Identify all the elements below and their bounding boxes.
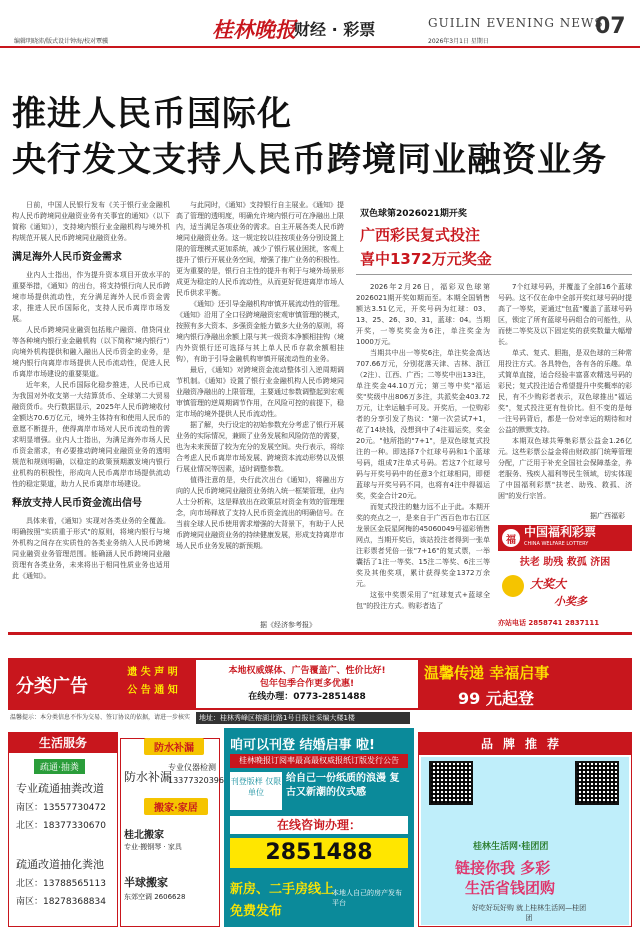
brand-ad-slogan1: 链接你我 多彩 <box>455 859 551 877</box>
welfare-brand-en: CHINA WELFARE LOTTERY <box>524 541 589 547</box>
qr-code-icon <box>575 761 619 805</box>
classified-info-box <box>196 660 418 708</box>
drain-service-title: 专业疏通抽粪改道 <box>16 782 104 795</box>
septic-phone-north[interactable]: 北区：13788565113 <box>16 879 106 889</box>
section-divider <box>8 632 632 635</box>
prize-star-icon <box>502 575 524 597</box>
wedding-ad-slogan: 给自己一份纸质的浪漫 复古又新潮的仪式感 <box>286 773 400 798</box>
section-name: 财经 · 彩票 <box>294 20 376 39</box>
housing-ad-desc: 本地人自己的房产发布平台 <box>332 889 402 907</box>
divider <box>356 274 632 275</box>
waterproof-phone[interactable]: 13377320396 <box>168 776 224 785</box>
welfare-bar <box>498 525 632 551</box>
housing-ad-title: 新房、二手房线上 <box>230 882 335 897</box>
welfare-slogan: 扶老 助残 救孤 济困 <box>519 557 611 568</box>
paragraph: 本期双色球共筹集彩票公益金1.26亿元。这些彩票公益金将由财政部门统筹管理分配，广泛用于补充全国社会保障基金，养老服务、残疾人福利等民生领域，切实体现了中国福利彩票"扶老、助残、救孤、济困"的发行宗旨。 <box>498 437 632 500</box>
moving-company1: 桂北搬家 <box>124 830 164 841</box>
lead-headline-line1: 推进人民币国际化 <box>12 94 292 134</box>
newspaper-logo: 桂林晚报 <box>212 17 296 42</box>
classified-phone[interactable]: 在线办理：0773-2851488 <box>248 692 366 702</box>
welfare-brand-cn: 中国福利彩票 <box>524 525 597 539</box>
lottery-headline-line1: 广西彩民复式投注 <box>360 226 481 244</box>
drain-service-pill: 疏通·抽粪 <box>34 759 85 774</box>
wedding-notice-ad[interactable] <box>224 728 414 927</box>
welfare-hotline: 亦站电话 2858741 2837111 <box>498 619 600 627</box>
drain-phone-north[interactable]: 北区：18377330670 <box>16 821 106 831</box>
classified-disclaimer: 温馨提示：本分类信息不作为交易、签订协议的依据，请进一步核实 <box>10 714 191 721</box>
brand-ad-panel <box>421 757 629 925</box>
classified-line2: 包年包季合作更多优惠! <box>259 679 355 689</box>
paragraph: 近年来，人民币国际化稳步推进，人民币已成为我国对外收支第一大结算货币、全球第二大贸易融资货币。央行数据显示，2025年人民币跨境收付金额达70.6万亿元，境外主体持有和使用人民币的意愿不断提升，使得离岸市场对人民币流动性的需求明显增强。业内人士指出，为满足海外市场人民币资金需求，有必要推动跨境同业融资业务的透明规范和规则明确，以稳定的政策预期激发境内银行业机构的积极性，形成向人民币离岸市场提供流动性的稳定渠道，助力人民币离岸市场建设。 <box>12 381 170 488</box>
lottery-article-col2 <box>498 282 632 518</box>
welfare-brand <box>524 526 596 550</box>
qr-code-icon <box>429 761 473 805</box>
paragraph: 日前，中国人民银行发布《关于银行业金融机构人民币跨境同业融资业务有关事宜的通知》（以下简称《通知》），支持境内银行业金融机构与境外机构规范开展人民币跨境同业融资业务。 <box>12 201 170 242</box>
moving-company2-phone[interactable]: 东郊空调 2606628 <box>124 893 186 901</box>
lead-article-col2 <box>176 200 344 620</box>
issue-date: 2026年3月1日 星期日 <box>428 38 489 45</box>
lottery-source: 据广西福彩 <box>590 512 625 520</box>
classified-price: 99 元起登 <box>458 689 534 708</box>
subheading: 释放支持人民币资金流出信号 <box>12 498 142 509</box>
lead-article-col1 <box>12 200 170 630</box>
classified-address: 地址：桂林秀峰区榕湖北路1号日报社采编大楼1楼 <box>196 712 410 724</box>
classified-type2: 公 告 通 知 <box>127 685 178 696</box>
lottery-article-col1 <box>356 282 490 624</box>
paragraph: 而复式投注的魅力远不止于此。本期开奖的亮点之一，是来自于广西百色市右江区龙景区金辰星阿梅的45060049号福彩销售网点，当期开奖后，该站投注者得到一张单注彩票者凭倍一张"7+16"的复式票，一举囊括了1注一等奖、15注二等奖、6注三等奖及其他奖项，累计获得奖金1372万余元。 <box>356 503 490 588</box>
brand-ad-slogan2: 生活省钱团购 <box>465 879 556 897</box>
brand-recommend-tag: 品牌推荐 <box>419 733 631 755</box>
septic-service-title: 疏通改道抽化粪池 <box>16 858 104 871</box>
brand-ad-site: 桂林生活网·桂团团 <box>473 842 549 852</box>
classified-line1: 本地权威媒体、广告覆盖广、性价比好! <box>228 666 386 676</box>
waterproof-sub: 专业仪器检测 <box>168 763 216 772</box>
paragraph: 与此同时，《通知》支持银行自主展业。《通知》提高了管理的透明度，明确允许境内银行可在净融出上限内，适当满足各项业务的需求。自主开展各类人民币跨境同业融资业务。这一规定较以往按项业务分别设置上限的管理模式更加系统，减少了银行展业困扰，客观上提升了银行开展业务空间，增强了推广业务的积极性。更为重要的是，银行自主性的提升有利于与境外场景形成更为稳定的人民币流动性，从而更好促进离岸市场人民币供求平衡。 <box>176 201 344 297</box>
paragraph: 值得注意的是，央行此次出台《通知》，将融出方向的人民币跨境同业融资业务纳入统一框架管理，业内人士分析称，这是释放出在政策层对资金有效的管理理念，向市场释放了支持人民币资金流出的明确信号。在当前全球人民币使用需求增强的大背景下，有助于人民币跨境同业融资业务的持续健康发展，形成支持离岸市场人民币业务发展的新预期。 <box>176 476 344 550</box>
lottery-headline-line2: 喜中1372万元奖金 <box>360 250 492 268</box>
classified-title: 分类广告 <box>16 676 88 697</box>
housing-ad-free: 免费发布 <box>230 904 283 919</box>
wedding-ad-title: 咱可以刊登 结婚启事 啦! <box>230 738 375 753</box>
moving-company2: 半球搬家 <box>124 876 168 889</box>
waterproof-tag: 防水补漏 <box>144 738 204 755</box>
page-number: 07 <box>595 14 626 39</box>
classified-warm-notice: 温馨传递 幸福启事 <box>424 664 550 682</box>
editor-credits: 编辑明晓沛/版式设计钟海/校对覃骥 <box>14 38 109 45</box>
paragraph: 人民币跨境同业融资包括账户融资、借贷同业等各种境内银行业金融机构（以下简称"境内银行"）向境外机构提供和融入融出人民币资金的业务，是境内银行向离岸市场提供人民币流动性，促进人民币离岸市场建设的重要渠道。 <box>12 326 170 378</box>
brand-ad-desc: 好吃好玩好购 就上桂林生活网—桂团团 <box>471 904 587 922</box>
waterproof-name: 防水补漏 <box>124 770 173 784</box>
paragraph: 2026年2月26日，福彩双色球第2026021期开奖如期而至。本期全国销售额达3.51亿元，开奖号码为红球：03、13、25、26、30、31，蓝球：04。当期开奖，一等奖奖金为6注，单注奖金为1000万元。 <box>356 283 490 346</box>
classified-banner <box>8 658 632 710</box>
drain-phone-south[interactable]: 南区：13557730472 <box>16 803 106 813</box>
life-service-tag: 生活服务 <box>9 733 117 753</box>
paragraph: 具体来看，《通知》实现对各类业务的全覆盖。明确按照"实质重于形式"的原则，将境内银行与境外机构之间存在实质性的各类业务纳入人民币跨境同业融资业务管理范围。能确涵人民币跨境同业融资理有各类业务，未来将出于相同性质业务也适用此《通知》。 <box>12 517 170 580</box>
wedding-ad-phone-label: 在线咨询办理： <box>230 816 408 834</box>
brand-recommend-box[interactable] <box>418 732 632 927</box>
paragraph: 最后，《通知》对跨境资金流动整体引入逆周期调节机制。《通知》设置了银行业金融机构人民币跨境同业融资净融出的上限管理，主要通过参数调整起到宏观审慎管理的逆周期调节作用，在风险可控的前提下，稳定市场的境外提供人民币流动性。 <box>176 366 344 418</box>
subheading: 满足海外人民币资金需求 <box>12 252 122 263</box>
septic-phone-south[interactable]: 南区：18278368834 <box>16 897 106 907</box>
lead-source: 据《经济参考报》 <box>260 621 316 629</box>
welfare-big-text2: 小奖多 <box>554 595 587 608</box>
paragraph: 单式、复式、胆拖，是双色球的三种常用投注方式。各具特色，各有各的乐趣。单式简单直接，适合经验丰富喜欢精选号码的彩民；复式投注适合希望提升中奖概率的彩民，有不少购彩者表示，双色球推出"福运奖"，复式投注更有性价比。但不变的是每一注号码背后，都是一份对幸运的期待和对公益的默默支持。 <box>498 349 632 434</box>
welfare-big-text1: 大奖大 <box>530 577 567 591</box>
wedding-ad-phone[interactable]: 2851488 <box>230 838 408 868</box>
lead-headline-line2: 央行发文支持人民币跨境同业融资业务 <box>12 140 607 180</box>
paragraph: 当期共中出一等奖6注，单注奖金高达707.66万元，分别花落天津、吉林、浙江（2注）、江西、广西；二等奖中出133注，单注奖金44.10万元；第三等中奖"福运奖"奖级中出806万多注，共派奖金403.72万元，让幸运触手可及。开奖后，一位购彩者的分享引发了热议："第一次尝试7+1，花了14块钱，没想到中了4注福运奖，奖金20元。"他所指的"7+1"，是双色球复式投注的一种。即选择7个红球号码和1个蓝球号码，组成7注单式号码。若这7个红球号码与开奖号码中的任意3个红球相同，即便蓝球与开奖号码不同，也将有4注中得福运奖，奖金合计20元。 <box>356 349 490 500</box>
paragraph: 据了解，央行设定的初始参数充分考虑了银行开展业务的实际情况，兼顾了业务发展和风险防范的需要，也为未来预留了较为充分的发展空间。央行表示，将综合考虑人民币离岸市场发展、跨境资本流动形势以及银行展业情况等因素，适时调整参数。 <box>176 421 344 473</box>
moving-tag: 搬家·家居 <box>144 798 208 815</box>
paragraph: 这张中奖票采用了"红球复式+蓝球全包"的投注方式。购彩者选了 <box>356 591 490 610</box>
page-header <box>0 0 640 48</box>
wedding-ad-strip: 桂林晚报订阅率最高最权威报纸订版发行公告 <box>230 754 408 768</box>
paragraph: 业内人士指出，作为提升资本项目开放水平的重要举措，《通知》的出台，将支持银行向人民币跨境市场提供流动性，充分满足海外人民币资金需求，推进人民币国际化，支持人民币离岸市场发展。 <box>12 271 170 323</box>
classified-type1: 遗 失 声 明 <box>127 667 178 678</box>
welfare-lottery-ad[interactable] <box>498 525 632 611</box>
welfare-emblem-icon: 福 <box>502 529 520 547</box>
masthead-english: GUILIN EVENING NEWS <box>428 16 604 30</box>
paragraph: 《通知》还引导金融机构审慎开展流动性的管理。《通知》沿用了全口径跨境融资宏观审慎管理的模式，按照有多大资本、多强资金能力做多大业务的原则，将境内银行净融出余额上限与其一级资本净额相挂钩（境内外资银行还可选择与其上单人民币存款余额相挂钩），有助于引导金融机构审慎开展流动性的业务。 <box>176 300 344 363</box>
classified-types <box>110 664 195 700</box>
paragraph: 7个红球号码，并覆盖了全部16个蓝球号码。这不仅在命中全部开奖红球号码时提高了一等奖，更通过"包蓝"覆盖了蓝球号码区，锁定了所有蓝球号码组合的可能性，从而使二等奖及以下固定奖的获奖数量大幅增长。 <box>498 283 632 346</box>
lottery-kicker: 双色球第2026021期开奖 <box>360 209 467 219</box>
moving-company1-desc: 专业·搬钢琴 · 家具 <box>124 843 182 851</box>
wedding-ad-sample: 刊登版样 仅限单位 <box>230 772 282 810</box>
